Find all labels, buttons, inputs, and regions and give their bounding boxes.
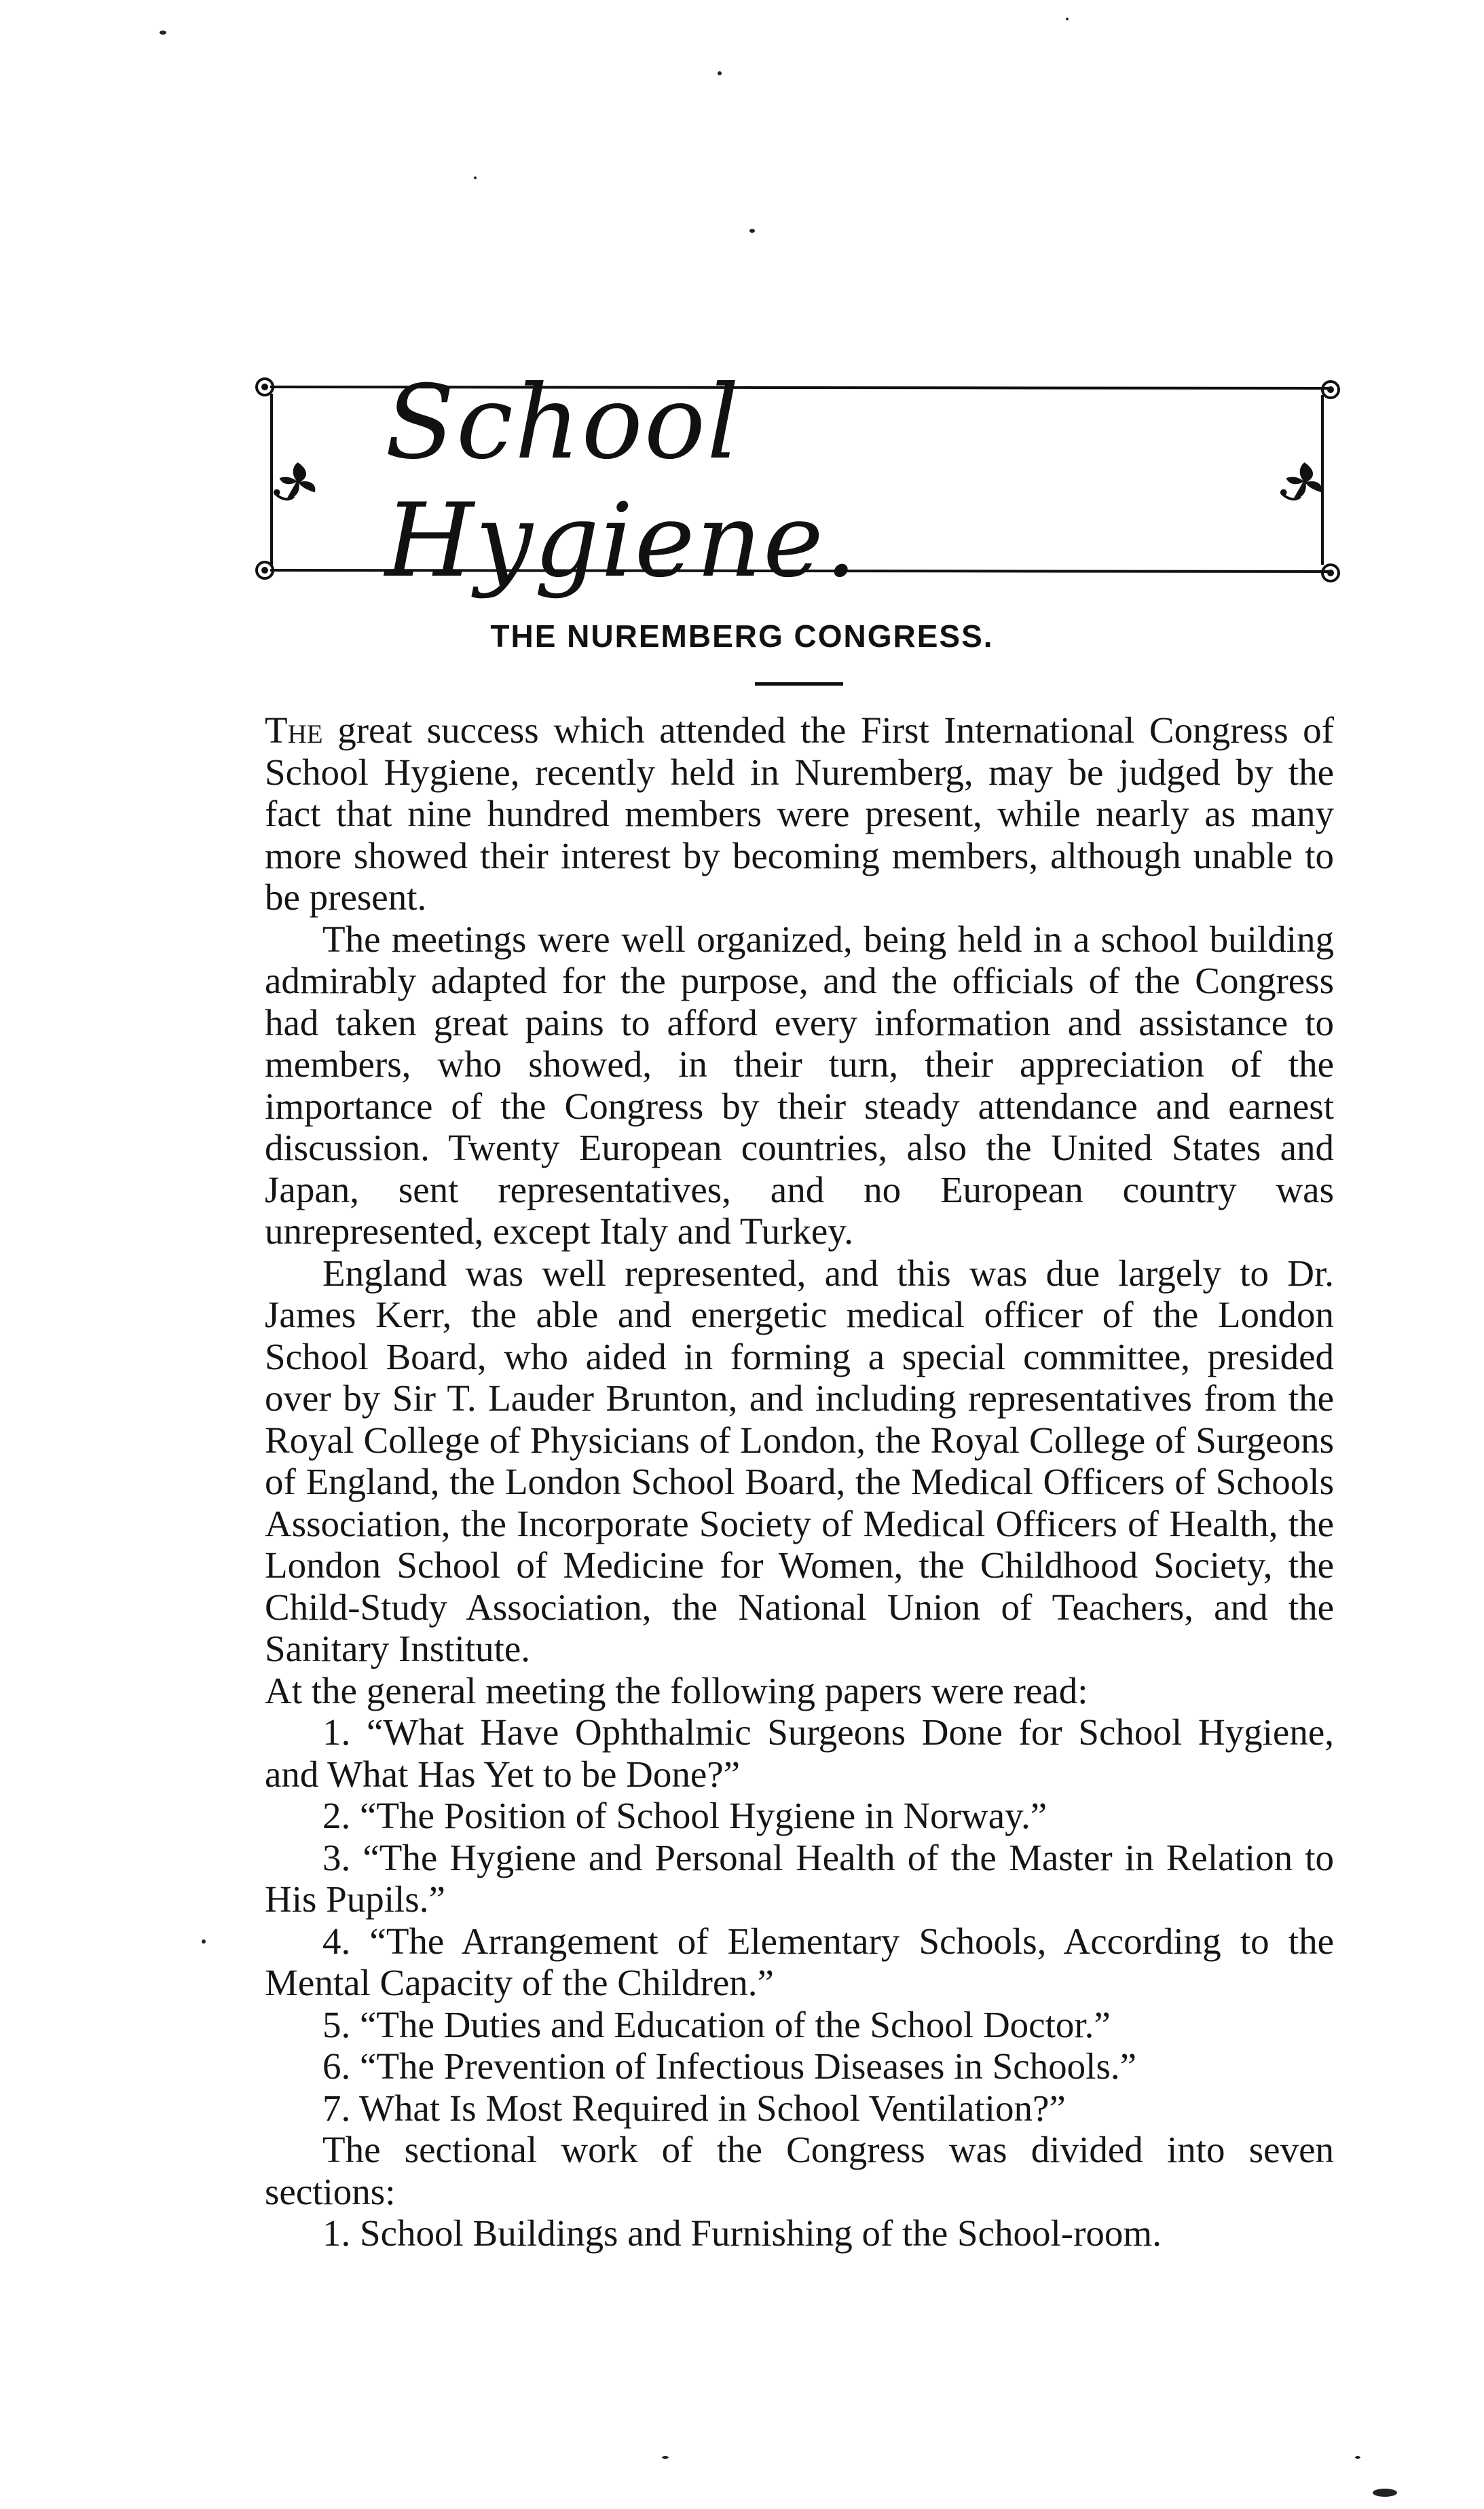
leaf-ornament-icon: [1278, 455, 1331, 509]
page-title: School Hygiene.: [385, 364, 859, 600]
lead-word: The: [265, 709, 323, 751]
leaf-ornament-icon: [272, 455, 324, 509]
paper-item: 3. “The Hygiene and Personal Health of the Master in Relation to His Pupils.”: [265, 1836, 1334, 1920]
papers-intro: At the general meeting the following papers were read:: [265, 1669, 1088, 1711]
paper-item: 6. “The Prevention of Infectious Diseases in Schools.”: [322, 2045, 1137, 2087]
title-banner: [272, 364, 1331, 600]
paper-item: 1. “What Have Ophthalmic Surgeons Done for School Hygiene, and What Has Yet to be Done?”: [265, 1711, 1334, 1795]
sections-intro: The sectional work of the Congress was divided into seven sections:: [265, 2129, 1334, 2212]
paper-item: 4. “The Arrangement of Elementary Schools, According to the Mental Capacity of the Children.”: [265, 1920, 1334, 2003]
paper-item: 5. “The Duties and Education of the School Doctor.”: [322, 2003, 1111, 2045]
heading-rule: [755, 682, 843, 686]
section-heading: THE NUREMBERG CONGRESS.: [490, 618, 994, 654]
paragraph-1: [265, 709, 1334, 918]
paragraph-2: The meetings were well organized, being held in a school building admirably adapted for the purpose, and the officials of the Congress had taken great pains to afford every information and assistance to members, who showed, in their turn, their appreciation of the importance of the Congress by their steady attendance and earnest discussion. Twenty European countries, also the United States and Japan, sent representatives, and no European country was unrepresented, except Italy and Turkey.: [265, 918, 1334, 1252]
paper-item: 2. “The Position of School Hygiene in Norway.”: [322, 1795, 1047, 1836]
paragraph-3: England was well represented, and this was due largely to Dr. James Kerr, the able and energetic medical officer of the London School Board, who aided in forming a special committee, presided over by Sir T. Lauder Brunton, and including representatives from the Royal College of Physicians of London, the Royal College of Surgeons of England, the London School Board, the Medical Officers of Schools Association, the Incorporate Society of Medical Officers of Health, the London School of Medicine for Women, the Childhood Society, the Child-Study Association, the National Union of Teachers, and the Sanitary Institute.: [265, 1252, 1334, 1669]
paper-item: 7. What Is Most Required in School Ventilation?”: [322, 2087, 1066, 2129]
section-item: 1. School Buildings and Furnishing of the School-room.: [322, 2212, 1162, 2254]
paragraph-1-text: great success which attended the First International Congress of School Hygiene, recently held in Nuremberg, may be judged by the fact that nine hundred members were present, while nearly as many more showed their interest by becoming members, although unable to be present.: [265, 709, 1334, 918]
article-body: [265, 709, 1334, 2254]
